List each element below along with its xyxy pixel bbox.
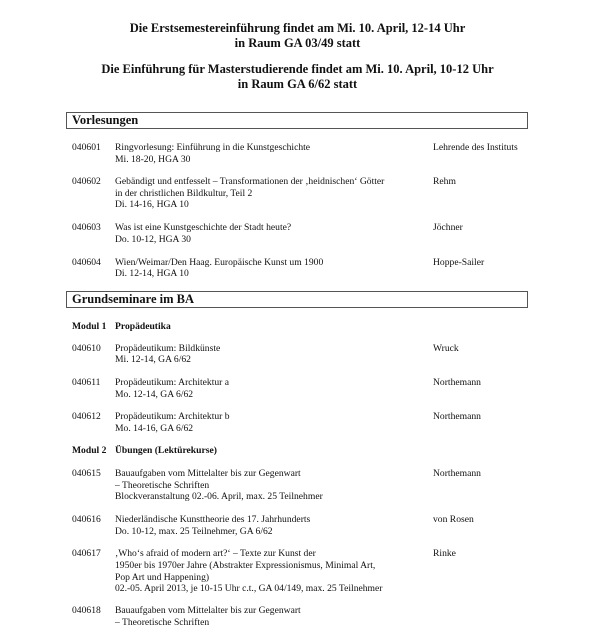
section-heading-vorlesungen: Vorlesungen [66,112,528,129]
course-number: 040617 [72,548,101,559]
course-title: Was ist eine Kunstgeschichte der Stadt heute? [115,222,292,233]
module-heading [72,321,171,334]
course-title: Wien/Weimar/Den Haag. Europäische Kunst um 1900 [115,257,324,268]
course-title: Propädeutikum: Bildkünste [115,343,221,354]
course-teacher: Northemann [433,377,481,388]
course-number: 040611 [72,377,101,388]
course-title-cont: – Theoretische Schriften [115,480,210,491]
course-teacher: Northemann [433,411,481,422]
course-title-cont: Pop Art und Happening) [115,572,210,583]
module-label: Modul 1 [72,321,107,332]
module-name: Propädeutika [115,321,171,332]
course-teacher: von Rosen [433,514,474,525]
course-number: 040601 [72,142,101,153]
course-schedule: Do. 10-12, HGA 30 [115,234,191,245]
intro-line-3: Die Einführung für Masterstudierende findet am Mi. 10. April, 10-12 Uhr [101,62,494,76]
course-schedule: Blockveranstaltung 02.-06. April, max. 25 Teilnehmer [115,491,323,502]
course-teacher: Jöchner [433,222,463,233]
course-title: Ringvorlesung: Einführung in die Kunstgeschichte [115,142,311,153]
course-teacher: Rehm [433,176,456,187]
section-heading-grundseminare: Grundseminare im BA [66,291,528,308]
course-teacher: Rinke [433,548,456,559]
course-number: 040618 [72,605,101,616]
module-heading [72,445,217,458]
course-title: ‚Who‘s afraid of modern art?‘ – Texte zur Kunst der [115,548,316,559]
course-teacher: Northemann [433,468,481,479]
course-schedule: 02.-05. April 2013, je 10-15 Uhr c.t., GA 04/149, max. 25 Teilnehmer [115,583,383,594]
course-number: 040612 [72,411,101,422]
course-title: Bauaufgaben vom Mittelalter bis zur Gegenwart [115,605,301,616]
course-teacher: Lehrende des Instituts [433,142,518,153]
course-title-cont: in der christlichen Bildkultur, Teil 2 [115,188,253,199]
course-number: 040603 [72,222,101,233]
course-title: Bauaufgaben vom Mittelalter bis zur Gegenwart [115,468,301,479]
module-name: Übungen (Lektürekurse) [115,445,217,456]
module-label: Modul 2 [72,445,107,456]
course-teacher: Hoppe-Sailer [433,257,485,268]
intro-line-4: in Raum GA 6/62 statt [237,77,358,91]
course-title-cont: 1950er bis 1970er Jahre (Abstrakter Expressionismus, Minimal Art, [115,560,376,571]
course-title: Niederländische Kunsttheorie des 17. Jahrhunderts [115,514,311,525]
course-title: Gebändigt und entfesselt – Transformationen der ‚heidnischen‘ Götter [115,176,385,187]
course-title: Propädeutikum: Architektur a [115,377,230,388]
course-number: 040616 [72,514,101,525]
intro-line-2: in Raum GA 03/49 statt [234,36,361,50]
course-teacher: Wruck [433,343,459,354]
course-number: 040610 [72,343,101,354]
course-schedule: Mi. 12-14, GA 6/62 [115,354,191,365]
course-schedule: Do. 10-12, max. 25 Teilnehmer, GA 6/62 [115,526,273,537]
course-title-cont: – Theoretische Schriften [115,617,210,628]
course-schedule: Di. 12-14, HGA 10 [115,268,189,279]
course-number: 040604 [72,257,101,268]
course-number: 040602 [72,176,101,187]
intro-line-1: Die Erstsemestereinführung findet am Mi. 10. April, 12-14 Uhr [129,21,466,35]
course-schedule: Mi. 18-20, HGA 30 [115,154,191,165]
course-title: Propädeutikum: Architektur b [115,411,230,422]
course-number: 040615 [72,468,101,479]
course-schedule: Mo. 14-16, GA 6/62 [115,423,194,434]
course-schedule: Di. 14-16, HGA 10 [115,199,189,210]
course-schedule: Mo. 12-14, GA 6/62 [115,389,194,400]
